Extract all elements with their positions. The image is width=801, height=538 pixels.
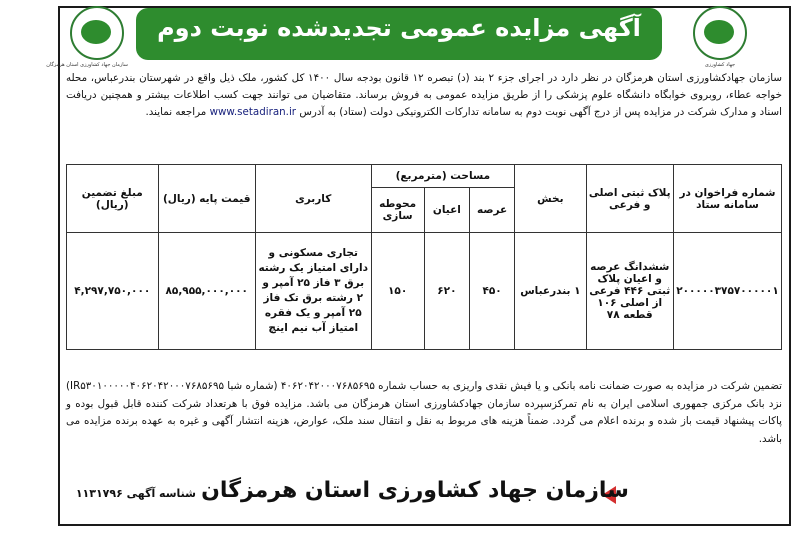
header-area-building: اعیان xyxy=(424,188,469,233)
org-logo-left xyxy=(46,6,128,68)
header-area-yard: محوطه سازی xyxy=(371,188,424,233)
setad-link[interactable]: www.setadiran.ir xyxy=(209,106,297,118)
terms-paragraph: تضمین شرکت در مزایده به صورت ضمانت نامه بانکی و یا فیش نقدی واریزی به حساب شماره ۴۰۶۲۰۴۲۰۰۰۷۶۸۵۶۹۵ (شماره شبا IR۵۳۰۱۰۰۰۰۰۴۰۶۲۰۴۲۰۰۰۷۶۸۵۶۹۵) نزد بانک مرکزی جمهوری اسلامی ایران به نام تمرکزسپرده سازمان جهادکشاورزی استان هرمزگان می باشد. مزایده فوق با هرتعداد شرکت کننده قابل قبول بوده و پاکات پیشنهاد قیمت باز شده و برنده اعلام می گردد. ضمناً هزینه های مربوط به نقل و انتقال سند ملک، عوارض، هزینه انتشار آگهی و غیره به عهده برنده مزایده می باشد. xyxy=(66,380,783,445)
intro-suffix: مراجعه نمایند. xyxy=(145,106,207,118)
cell-base-price: ۸۵,۹۵۵,۰۰۰,۰۰۰ xyxy=(158,233,255,350)
header-area-group: مساحت (مترمربع) xyxy=(371,165,515,188)
header-area-land: عرصه xyxy=(469,188,514,233)
intro-text: سازمان جهادکشاورزی استان هرمزگان در نظر دارد در اجرای جزء ۲ بند (د) تبصره ۱۲ قانون بودجه سال ۱۴۰۰ کل کشور، ملک ذیل واقع در شهرستان بندرعباس، محله خواجه عطاء، روبروی خوابگاه دانشگاه علوم پزشکی را از طریق مزایده عمومی به فروش برساند. متقاضیان می توانند جهت کسب اطلاعات بیشتر و همچنین دریافت اسناد و مدارک شرکت در مزایده پس از درج آگهی نوبت دوم به سامانه تدارکات الکترونیکی دولت (ستاد) به آدرس xyxy=(66,72,782,118)
table-row xyxy=(67,233,782,350)
intro-paragraph xyxy=(66,70,782,121)
header-usage: کاربری xyxy=(255,165,371,233)
header-guarantee: مبلغ تضمین (ریال) xyxy=(67,165,159,233)
ad-id-value: ۱۱۳۱۷۹۶ xyxy=(75,487,123,500)
cell-area-building: ۶۲۰ xyxy=(424,233,469,350)
cell-area-land: ۴۵۰ xyxy=(469,233,514,350)
org-logo-right xyxy=(689,6,751,68)
logo-caption: جهاد کشاورزی xyxy=(704,62,736,68)
header-tender-number: شماره فراخوان در سامانه ستاد xyxy=(673,165,781,233)
cell-usage: تجاری مسکونی و دارای امتیاز یک رشته برق ۳ فاز ۲۵ آمپر و ۲ رشته برق تک فاز ۲۵ آمپر و یک فقره امتیاز آب نیم اینچ xyxy=(255,233,371,350)
cell-registration-plate: ششدانگ عرصه و اعیان پلاک ثبتی ۴۴۶ فرعی از اصلی ۱۰۶ قطعه ۷۸ xyxy=(586,233,673,350)
table-header-row xyxy=(67,165,782,188)
notice-title: آگهی مزایده عمومی تجدیدشده نوبت دوم xyxy=(157,14,641,42)
cell-area-yard: ۱۵۰ xyxy=(371,233,424,350)
property-table xyxy=(66,164,782,350)
cell-district: ۱ بندرعباس xyxy=(515,233,586,350)
logo-emblem-icon xyxy=(81,20,111,44)
header-base-price: قیمت پایه (ریال) xyxy=(158,165,255,233)
ad-id-label: شناسه آگهی xyxy=(126,487,196,500)
footer-organization: سازمان جهاد کشاورزی استان هرمزگان xyxy=(201,478,629,503)
header-registration-plate: پلاک ثبتی اصلی و فرعی xyxy=(586,165,673,233)
header-district: بخش xyxy=(515,165,586,233)
title-banner xyxy=(136,8,662,60)
ad-identifier xyxy=(72,487,196,500)
cell-tender-number: ۲۰۰۰۰۰۳۷۵۷۰۰۰۰۰۱ xyxy=(673,233,781,350)
logo-emblem-icon xyxy=(704,20,734,44)
logo-caption: سازمان جهاد کشاورزی استان هرمزگان xyxy=(46,62,128,68)
cell-guarantee: ۴,۲۹۷,۷۵۰,۰۰۰ xyxy=(67,233,159,350)
